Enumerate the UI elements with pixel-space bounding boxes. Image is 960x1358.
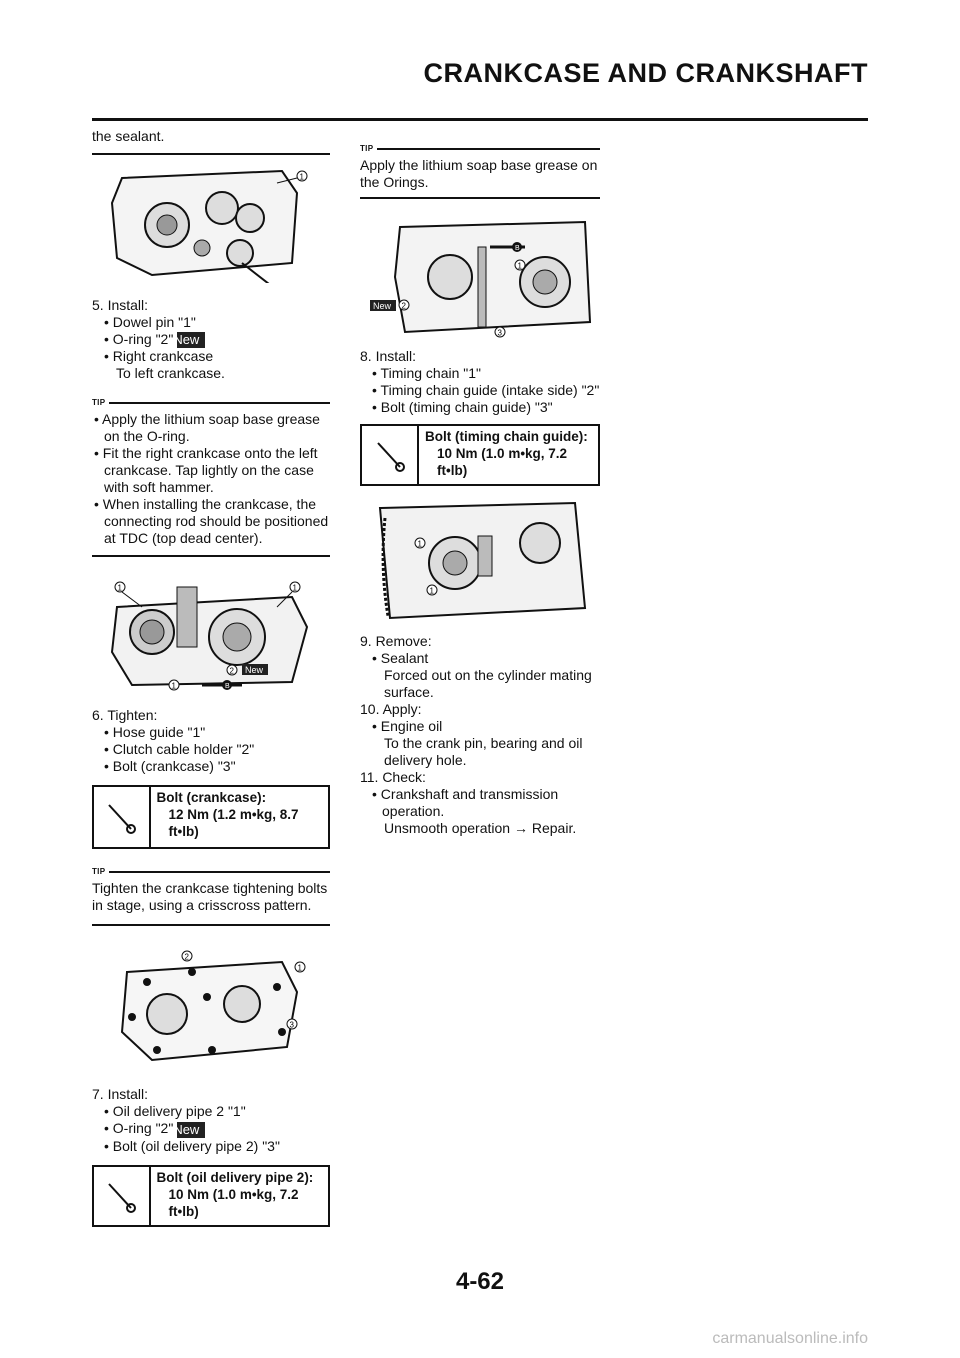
- torque-box: [92, 1165, 330, 1227]
- step7-title: 7. Install:: [92, 1086, 149, 1103]
- torque-label: Bolt (oil delivery pipe 2):: [156, 1169, 314, 1185]
- arrow-right-icon: →: [513, 820, 528, 836]
- divider: [92, 924, 330, 926]
- callout-3: 3: [289, 1020, 294, 1030]
- callout-3: 3: [497, 328, 502, 338]
- step10-title: 10. Apply:: [360, 701, 422, 717]
- tip-text: Tighten the crankcase tightening bolts in stage, using a crisscross pattern.: [92, 880, 328, 914]
- wrench-icon: [94, 1167, 151, 1225]
- callout-2: 2: [229, 666, 234, 676]
- callout-1: 1: [297, 963, 302, 973]
- callout-1: 1: [292, 583, 297, 593]
- list-item: • Bolt (timing chain guide) "3": [372, 399, 553, 415]
- page-number: 4-62: [455, 1268, 505, 1295]
- new-badge-text: New: [373, 301, 392, 311]
- tip-header: TIP: [92, 863, 330, 880]
- timing-chain-figure: [360, 498, 600, 623]
- intro-text: the sealant.: [92, 128, 165, 144]
- callout-2: 2: [401, 301, 406, 311]
- list-item: • Timing chain guide (intake side) "2": [372, 382, 600, 398]
- torque-box: [360, 424, 600, 486]
- grease-icon: B: [515, 245, 520, 252]
- list-item: • Right crankcase: [104, 348, 214, 365]
- list-item: • Crankshaft and transmission operation.: [372, 786, 559, 819]
- list-item: • O-ring "2"New: [92, 331, 330, 348]
- grease-icon: B: [225, 683, 230, 691]
- new-badge: New: [177, 1122, 205, 1138]
- list-item: • Engine oil: [372, 718, 443, 734]
- tip-item: • Apply the lithium soap base grease on the O-ring.: [94, 411, 320, 445]
- torque-value: 10 Nm (1.0 m•kg, 7.2 ft•lb): [168, 1186, 299, 1219]
- page-title: CRANKCASE AND CRANKSHAFT: [423, 58, 868, 88]
- list-item: • Bolt (oil delivery pipe 2) "3": [104, 1137, 280, 1154]
- list-item: • Clutch cable holder "2": [104, 741, 255, 758]
- tip-header: TIP: [92, 394, 330, 411]
- step6-title: 6. Tighten:: [92, 707, 158, 724]
- divider: [92, 555, 330, 557]
- list-item: • Bolt (crankcase) "3": [104, 758, 236, 775]
- callout-1: 1: [429, 586, 434, 596]
- tip-header: TIP: [360, 140, 600, 157]
- list-item: • Sealant: [372, 650, 429, 666]
- crankcase-sealant-figure: [92, 163, 330, 283]
- callout-2: 2: [184, 952, 189, 962]
- step10-cont: To the crank pin, bearing and oil delivery hole.: [384, 735, 583, 768]
- list-item: • Timing chain "1": [372, 365, 482, 381]
- list-item: • Hose guide "1": [104, 724, 206, 741]
- torque-value: 12 Nm (1.2 m•kg, 8.7 ft•lb): [168, 807, 299, 840]
- crankcase-bolts-figure: [92, 942, 330, 1072]
- wrench-icon: [94, 787, 151, 847]
- middle-column: [360, 0, 600, 837]
- tip-text: Apply the lithium soap base grease on the Orings.: [360, 157, 598, 190]
- divider: [360, 197, 600, 199]
- new-badge-text: New: [245, 665, 264, 676]
- step8-title: 8. Install:: [360, 348, 417, 364]
- tip-item: • Fit the right crankcase onto the left crankcase. Tap lightly on the case with soft hammer.: [94, 445, 318, 496]
- step5-cont: To left crankcase.: [116, 365, 225, 382]
- step11-title: 11. Check:: [360, 769, 426, 785]
- list-item: • Dowel pin "1": [104, 314, 196, 330]
- callout-1: 1: [171, 681, 176, 691]
- right-crankcase-figure: [92, 567, 330, 697]
- step9-cont: Forced out on the cylinder mating surface.: [384, 667, 592, 700]
- list-item: • O-ring "2"New: [92, 1120, 330, 1137]
- torque-value: 10 Nm (1.0 m•kg, 7.2 ft•lb): [437, 446, 568, 478]
- callout-1: 1: [417, 539, 422, 549]
- tip-item: • When installing the crankcase, the connecting rod should be positioned at TDC (top dead center).: [94, 496, 329, 547]
- list-item: • Oil delivery pipe 2 "1": [104, 1103, 246, 1120]
- divider: [92, 153, 330, 155]
- wrench-icon: [362, 426, 419, 484]
- callout-1: 1: [299, 172, 304, 182]
- callout-1: 1: [117, 583, 122, 593]
- step9-title: 9. Remove:: [360, 633, 432, 649]
- torque-label: Bolt (crankcase):: [156, 790, 267, 806]
- watermark: carmanualsonline.info: [712, 1330, 868, 1347]
- torque-label: Bolt (timing chain guide):: [425, 429, 588, 444]
- step11-cont: Unsmooth operation → Repair.: [384, 820, 577, 836]
- callout-1: 1: [517, 261, 522, 271]
- left-column: [92, 0, 330, 1227]
- torque-box: [92, 785, 330, 849]
- step5-title: 5. Install:: [92, 297, 149, 313]
- oil-delivery-pipe-figure: [360, 207, 600, 342]
- new-badge: New: [177, 332, 205, 348]
